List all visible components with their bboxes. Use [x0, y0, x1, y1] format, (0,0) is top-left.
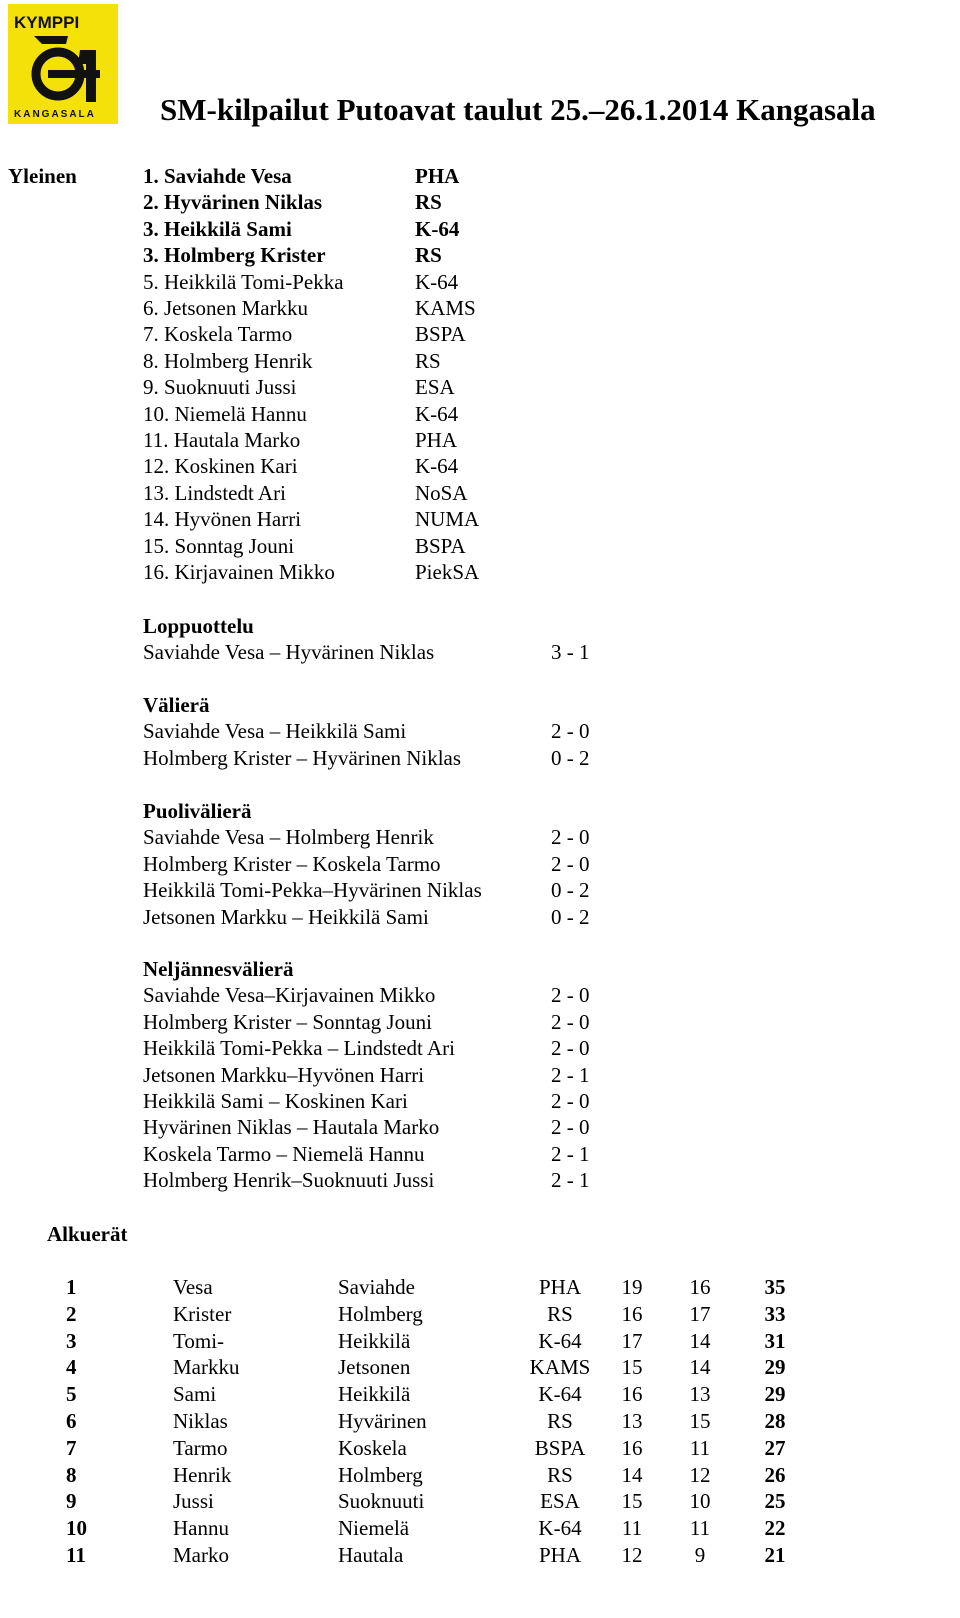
- row-position: 4: [66, 1355, 77, 1380]
- row-position: 7: [66, 1435, 77, 1460]
- match-pair: Saviahde Vesa – Heikkilä Sami: [143, 719, 407, 744]
- series-1-score: 14: [621, 1462, 643, 1487]
- ranking-club: KAMS: [415, 296, 476, 320]
- total-score: 29: [764, 1355, 786, 1380]
- ranking-name: 2. Hyvärinen Niklas: [143, 190, 323, 215]
- table-row: [0, 1543, 960, 1570]
- match-score: 2 - 0: [551, 851, 590, 876]
- total-score: 27: [764, 1435, 786, 1460]
- ranking-club: PHA: [415, 164, 460, 188]
- match-row: [143, 1089, 603, 1116]
- last-name: Hyvärinen: [338, 1409, 427, 1433]
- total-score: 26: [764, 1462, 786, 1487]
- series-2-score: 15: [689, 1409, 711, 1433]
- match-pair: Holmberg Krister – Sonntag Jouni: [143, 1009, 432, 1034]
- club-cell: KAMS: [529, 1355, 591, 1380]
- alkuerat-heading: Alkuerät: [47, 1222, 128, 1246]
- match-pair: Heikkilä Sami – Koskinen Kari: [143, 1089, 408, 1113]
- section-heading: Puolivälierä: [143, 799, 252, 823]
- match-row: [143, 719, 603, 746]
- ranking-name: 15. Sonntag Jouni: [143, 533, 295, 558]
- table-row: [0, 1382, 960, 1409]
- series-2-score: 11: [689, 1435, 711, 1460]
- match-score: 2 - 0: [551, 1089, 590, 1113]
- match-pair: Saviahde Vesa–Kirjavainen Mikko: [143, 983, 436, 1008]
- last-name: Koskela: [338, 1435, 407, 1460]
- total-score: 35: [764, 1275, 786, 1299]
- match-pair: Koskela Tarmo – Niemelä Hannu: [143, 1141, 425, 1166]
- series-2-score: 12: [689, 1462, 711, 1487]
- match-row: [143, 1010, 603, 1037]
- match-score: 2 - 1: [551, 1062, 590, 1087]
- row-position: 11: [66, 1543, 86, 1567]
- row-position: 6: [66, 1409, 77, 1433]
- first-name: Tarmo: [173, 1435, 228, 1460]
- last-name: Niemelä: [338, 1516, 410, 1541]
- club-cell: RS: [547, 1462, 573, 1487]
- page-title: SM-kilpailut Putoavat taulut 25.–26.1.2014 Kangasala: [160, 92, 876, 127]
- match-pair: Holmberg Krister – Koskela Tarmo: [143, 851, 441, 876]
- total-score: 29: [764, 1382, 786, 1407]
- club-cell: K-64: [538, 1516, 582, 1541]
- match-pair: Holmberg Krister – Hyvärinen Niklas: [143, 745, 462, 770]
- club-logo: [8, 4, 118, 124]
- series-2-score: 16: [689, 1275, 711, 1299]
- ranking-name: 16. Kirjavainen Mikko: [143, 560, 335, 584]
- ranking-name: 5. Heikkilä Tomi-Pekka: [143, 269, 344, 294]
- first-name: Niklas: [173, 1409, 228, 1433]
- match-row: [143, 852, 603, 879]
- club-cell: PHA: [538, 1543, 581, 1567]
- ranking-club: RS: [415, 348, 441, 373]
- ranking-name: 3. Heikkilä Sami: [143, 216, 292, 241]
- match-score: 2 - 0: [551, 1036, 590, 1061]
- series-2-score: 10: [689, 1489, 711, 1514]
- series-2-score: 14: [689, 1328, 711, 1353]
- series-1-score: 16: [621, 1435, 643, 1460]
- ranking-name: 9. Suoknuuti Jussi: [143, 375, 297, 400]
- first-name: Henrik: [173, 1462, 232, 1487]
- table-row: [0, 1489, 960, 1516]
- match-row: [143, 878, 603, 905]
- ranking-club: NUMA: [415, 507, 480, 532]
- club-cell: ESA: [540, 1489, 580, 1514]
- series-1-score: 16: [621, 1382, 643, 1407]
- club-cell: BSPA: [534, 1435, 586, 1460]
- match-row: [143, 1115, 603, 1142]
- series-1-score: 12: [621, 1543, 643, 1567]
- last-name: Jetsonen: [338, 1355, 411, 1380]
- match-score: 2 - 0: [551, 983, 590, 1008]
- club-cell: RS: [547, 1409, 573, 1433]
- last-name: Hautala: [338, 1543, 404, 1567]
- logo-text-bottom: KANGASALA: [14, 109, 96, 120]
- series-2-score: 9: [694, 1543, 706, 1567]
- match-score: 0 - 2: [551, 745, 590, 770]
- match-score: 2 - 0: [551, 825, 590, 850]
- match-pair: Hyvärinen Niklas – Hautala Marko: [143, 1115, 440, 1140]
- total-score: 22: [764, 1516, 786, 1541]
- ranking-name: 3. Holmberg Krister: [143, 243, 326, 268]
- club-cell: PHA: [538, 1275, 581, 1299]
- series-2-score: 11: [689, 1516, 711, 1541]
- first-name: Vesa: [173, 1275, 213, 1299]
- ranking-name: 8. Holmberg Henrik: [143, 348, 313, 373]
- match-score: 2 - 1: [551, 1168, 590, 1193]
- match-score: 0 - 2: [551, 878, 590, 903]
- last-name: Saviahde: [338, 1275, 415, 1299]
- series-1-score: 16: [621, 1301, 643, 1326]
- section-heading: Neljännesvälierä: [143, 957, 294, 981]
- match-row: [143, 746, 603, 773]
- first-name: Marko: [173, 1543, 229, 1567]
- ranking-club: RS: [415, 243, 442, 268]
- ranking-name: 14. Hyvönen Harri: [143, 507, 302, 532]
- row-position: 5: [66, 1382, 77, 1407]
- first-name: Jussi: [173, 1489, 214, 1514]
- table-row: [0, 1409, 960, 1436]
- match-row: [143, 640, 603, 667]
- table-row: [0, 1463, 960, 1490]
- match-row: [143, 825, 603, 852]
- row-position: 2: [66, 1301, 77, 1326]
- match-row: [143, 1063, 603, 1090]
- match-row: [143, 1168, 603, 1195]
- first-name: Tomi-: [173, 1328, 225, 1353]
- table-row: [0, 1355, 960, 1382]
- match-row: [143, 1142, 603, 1169]
- table-row: [0, 1302, 960, 1329]
- match-score: 0 - 2: [551, 904, 590, 929]
- ranking-name: 1. Saviahde Vesa: [143, 164, 292, 188]
- ranking-club: BSPA: [415, 533, 466, 558]
- last-name: Holmberg: [338, 1301, 423, 1326]
- last-name: Holmberg: [338, 1462, 423, 1487]
- ranking-club: NoSA: [415, 480, 468, 505]
- row-position: 9: [66, 1489, 77, 1514]
- club-cell: K-64: [538, 1382, 582, 1407]
- match-score: 2 - 0: [551, 719, 590, 744]
- match-row: [143, 905, 603, 932]
- match-score: 3 - 1: [551, 640, 590, 665]
- match-pair: Holmberg Henrik–Suoknuuti Jussi: [143, 1168, 435, 1193]
- ranking-name: 12. Koskinen Kari: [143, 454, 298, 479]
- first-name: Krister: [173, 1301, 232, 1326]
- ranking-club: K-64: [415, 216, 460, 241]
- total-score: 28: [764, 1409, 786, 1433]
- series-1-score: 15: [621, 1355, 643, 1380]
- ranking-name: 10. Niemelä Hannu: [143, 401, 307, 426]
- series-1-score: 15: [621, 1489, 643, 1514]
- match-row: [143, 983, 603, 1010]
- row-position: 10: [66, 1516, 87, 1541]
- ranking-club: RS: [415, 190, 442, 215]
- ranking-club: K-64: [415, 454, 459, 479]
- table-row: [0, 1436, 960, 1463]
- last-name: Heikkilä: [338, 1382, 411, 1407]
- first-name: Markku: [173, 1355, 240, 1380]
- table-row: [0, 1275, 960, 1302]
- row-position: 3: [66, 1328, 77, 1353]
- match-pair: Saviahde Vesa – Hyvärinen Niklas: [143, 640, 435, 665]
- table-row: [0, 1516, 960, 1543]
- total-score: 21: [764, 1543, 786, 1567]
- logo-text-top: KYMPPI: [14, 13, 80, 32]
- match-pair: Heikkilä Tomi-Pekka–Hyvärinen Niklas: [143, 878, 482, 903]
- series-1-score: 19: [621, 1275, 643, 1299]
- first-name: Hannu: [173, 1516, 229, 1541]
- section-heading: Loppuottelu: [143, 614, 254, 638]
- series-2-score: 13: [689, 1382, 711, 1407]
- row-position: 1: [66, 1275, 77, 1299]
- match-pair: Heikkilä Tomi-Pekka – Lindstedt Ari: [143, 1036, 455, 1061]
- series-2-score: 17: [689, 1301, 711, 1326]
- match-pair: Saviahde Vesa – Holmberg Henrik: [143, 825, 434, 850]
- series-1-score: 11: [621, 1516, 643, 1541]
- match-score: 2 - 0: [551, 1009, 590, 1034]
- ranking-name: 13. Lindstedt Ari: [143, 480, 286, 505]
- table-row: [0, 1329, 960, 1356]
- ranking-club: PHA: [415, 428, 458, 452]
- ranking-club: ESA: [415, 375, 455, 400]
- match-score: 2 - 1: [551, 1141, 590, 1166]
- ranking-name: 7. Koskela Tarmo: [143, 322, 293, 347]
- ranking-club: K-64: [415, 401, 459, 426]
- series-1-score: 13: [621, 1409, 643, 1433]
- category-label: Yleinen: [8, 164, 77, 188]
- series-2-score: 14: [689, 1355, 711, 1380]
- last-name: Suoknuuti: [338, 1489, 425, 1514]
- last-name: Heikkilä: [338, 1328, 411, 1353]
- ranking-club: PiekSA: [415, 560, 480, 584]
- total-score: 31: [764, 1328, 786, 1353]
- ranking-name: 6. Jetsonen Markku: [143, 296, 309, 320]
- match-pair: Jetsonen Markku – Heikkilä Sami: [143, 904, 429, 929]
- match-row: [143, 1036, 603, 1063]
- club-cell: K-64: [538, 1328, 582, 1353]
- series-1-score: 17: [621, 1328, 643, 1353]
- ranking-name: 11. Hautala Marko: [143, 428, 301, 452]
- match-score: 2 - 0: [551, 1115, 590, 1140]
- total-score: 33: [764, 1301, 786, 1326]
- ranking-club: K-64: [415, 269, 459, 294]
- ranking-club: BSPA: [415, 322, 466, 347]
- match-pair: Jetsonen Markku–Hyvönen Harri: [143, 1062, 425, 1087]
- row-position: 8: [66, 1462, 77, 1487]
- section-heading: Välierä: [143, 693, 210, 717]
- club-cell: RS: [547, 1301, 573, 1326]
- first-name: Sami: [173, 1382, 217, 1407]
- total-score: 25: [764, 1489, 786, 1514]
